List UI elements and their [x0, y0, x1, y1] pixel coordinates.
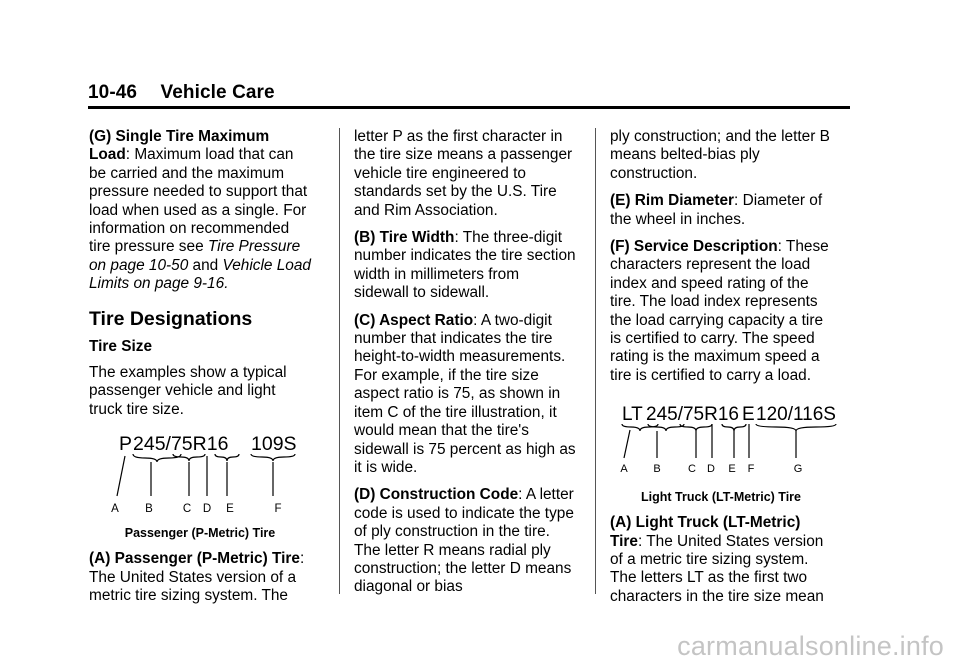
link-vehicle-load-limits[interactable]: Vehicle Load Limits on page 9-16	[89, 256, 311, 293]
letter-e: E	[728, 463, 736, 476]
paragraph-continued: letter P as the first character in the tire size means a passenger vehicle tire engineered to standards set by the U.S. Tire and Rim Association.	[354, 128, 573, 219]
item-lead: (A) Passenger (P-Metric) Tire	[89, 550, 300, 568]
code-load-range: E	[742, 404, 755, 426]
column-3	[610, 128, 836, 615]
page-number: 10-46	[88, 82, 138, 103]
code-size: 245/75R16	[646, 404, 739, 426]
letter-c: C	[182, 503, 192, 516]
item-text: Maximum load that can be carried and the maximum pressure needed to support that load when used as a single. For information on recommended tire pressure see	[89, 146, 308, 256]
letter-a: A	[620, 463, 628, 476]
item-lead: (G) Single Tire Maximum Load	[89, 128, 270, 164]
letter-g: G	[793, 463, 803, 476]
paragraph-c: (C) Aspect Ratio: A two-digit number that indicates the tire height-to-width measurements. For example, if the tire size aspect ratio is 75, as shown in item C of the tire illustration, it would mean that the tire's sidewall is 75 percent as high as it is wide.	[354, 311, 576, 476]
code-service: 109S	[251, 433, 297, 456]
watermark: carmanualsonline.info	[677, 631, 944, 661]
figure-caption: Passenger (P-Metric) Tire	[124, 525, 276, 540]
item-text: Diameter of the wheel in inches.	[610, 192, 823, 228]
passenger-tire-diagram	[89, 428, 311, 518]
paragraph-continued: ply construction; and the letter B means belted-bias ply construction.	[610, 128, 830, 182]
letter-d: D	[707, 463, 715, 476]
item-letters	[111, 503, 281, 515]
light-truck-tire-diagram	[610, 394, 842, 476]
paragraph-b: (B) Tire Width: The three-digit number indicates the tire section width in millimeters from sidewall to sidewall.	[354, 229, 576, 302]
letter-b: B	[653, 463, 661, 476]
item-lead: (D) Construction Code	[354, 486, 519, 504]
paragraph-a: (A) Passenger (P-Metric) Tire: The United States version of a metric tire sizing system. The	[89, 550, 305, 604]
letter-c: C	[688, 463, 696, 476]
letter-b: B	[145, 503, 153, 516]
item-lead: (E) Rim Diameter	[610, 192, 735, 210]
section-title: Vehicle Care	[160, 82, 275, 103]
code-prefix: LT	[622, 404, 643, 426]
letter-f: F	[274, 503, 282, 516]
code-prefix: P	[119, 433, 133, 456]
header-rule	[88, 106, 850, 109]
item-text: A two-digit number that indicates the tire height-to-width measurements. For example, if the tire size aspect ratio is 75, as shown in item C of the tire illustration, it would mean that the tire's sidewall is 75 percent as high as it is wide.	[354, 311, 576, 476]
letter-a: A	[111, 503, 119, 516]
bracket-marks	[622, 424, 836, 458]
link-tire-pressure[interactable]: Tire Pressure on page 10-50	[89, 238, 301, 274]
paragraph-a: (A) Light Truck (LT-Metric) Tire: The United States version of a metric tire sizing system. The letters LT as the first two characters in the tire size mean	[610, 514, 824, 605]
section-heading: Tire Designations	[89, 307, 253, 330]
item-lead: (F) Service Description	[610, 238, 778, 256]
letter-f: F	[747, 463, 755, 476]
item-lead: (A) Light Truck (LT-Metric) Tire	[610, 514, 801, 550]
subheading: Tire Size	[89, 337, 153, 355]
item-text: The United States version of a metric tire sizing system. The	[89, 568, 297, 604]
paragraph-f: (F) Service Description: These characters represent the load index and speed rating of the tire. The load index represents the load carrying capacity a tire is certified to carry. The speed rating is the maximum speed a tire is certified to carry a load.	[610, 238, 829, 384]
column-divider	[339, 128, 340, 594]
intro-paragraph: The examples show a typical passenger vehicle and light truck tire size.	[89, 364, 287, 418]
column-2	[354, 128, 576, 606]
item-text: A letter code is used to indicate the type of ply construction in the tire. The letter R means radial ply construction; the letter D means diagonal or bias	[354, 486, 574, 596]
bracket-marks	[117, 454, 295, 496]
letter-e: E	[226, 503, 234, 516]
item-text: The United States version of a metric tire sizing system. The letters LT as the first two characters in the tire size mean	[610, 532, 824, 605]
sentence-end: .	[224, 275, 229, 293]
item-lead: (C) Aspect Ratio	[354, 311, 474, 329]
figure-caption: Light Truck (LT-Metric) Tire	[641, 489, 801, 504]
column-divider	[595, 128, 596, 594]
paragraph-g: (G) Single Tire Maximum Load: Maximum load that can be carried and the maximum pressure needed to support that load when used as a single. For information on recommended tire pressure see Tire Pressure on page 10-50 and Vehicle Load Limits on page 9-16.	[89, 128, 311, 293]
item-lead: (B) Tire Width	[354, 229, 455, 247]
paragraph-d: (D) Construction Code: A letter code is used to indicate the type of ply construction in the tire. The letter R means radial ply construction; the letter D means diagonal or bias	[354, 486, 574, 596]
passenger-tire-figure	[89, 428, 311, 542]
page-header	[88, 82, 275, 104]
conjunction: and	[188, 256, 223, 274]
paragraph-e: (E) Rim Diameter: Diameter of the wheel in inches.	[610, 192, 823, 228]
column-1	[89, 128, 311, 614]
code-service: 120/116S	[756, 404, 836, 426]
code-size: 245/75R16	[133, 433, 229, 456]
letter-d: D	[202, 503, 212, 516]
item-text: The three-digit number indicates the tire section width in millimeters from sidewall to sidewall.	[354, 229, 576, 302]
item-text: These characters represent the load index and speed rating of the tire. The load index represents the load carrying capacity a tire is certified to carry. The speed rating is the maximum speed a tire is certified to carry a load.	[610, 238, 829, 384]
item-letters	[620, 463, 802, 475]
light-truck-tire-figure	[610, 394, 836, 506]
